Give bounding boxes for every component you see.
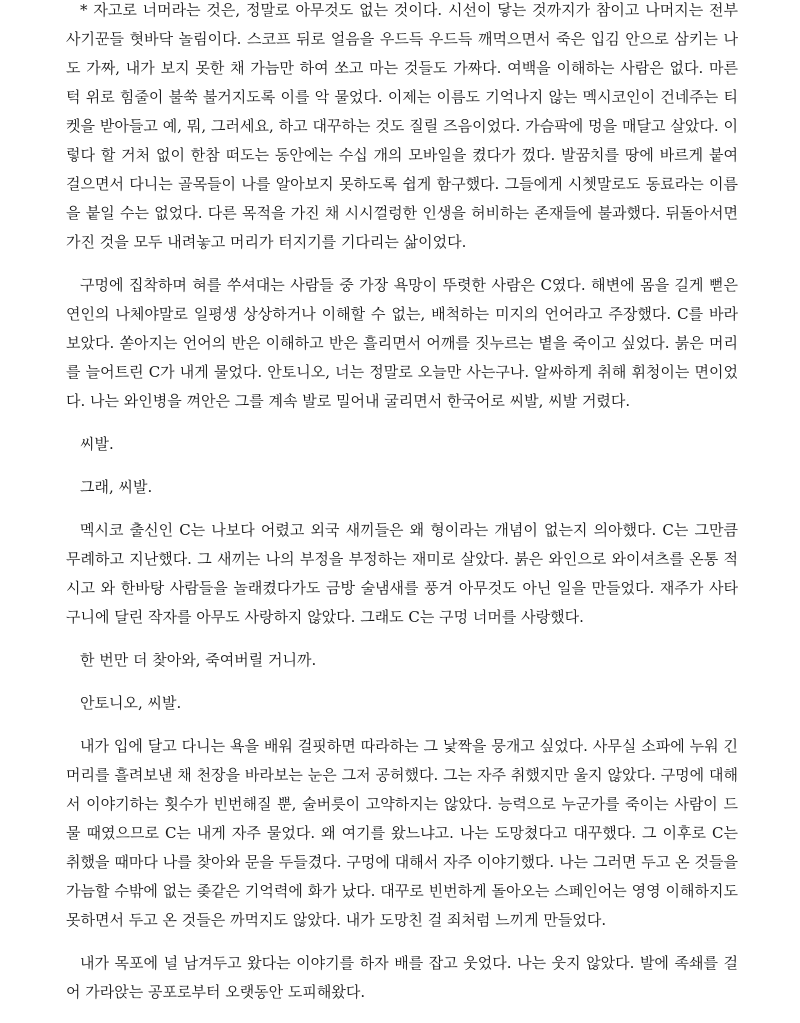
dialogue-line-2: 그래, 씨발. — [80, 478, 153, 496]
dialogue-line-4: 안토니오, 씨발. — [80, 694, 182, 712]
paragraph-4: 내가 입에 달고 다니는 욕을 배워 걸핏하면 따라하는 그 낯짝을 뭉개고 싶었다. 사무실 소파에 누워 긴 머리를 흘려보낸 채 천장을 바라보는 눈은 그저 공허했다. 그는 자주 취했지만 울지 않았다. 구멍에 대해서 이야기하는 횟수가 빈번해질 뿐, 술버릇이 고약하지는 않았다. 능력으로 누군가를 죽이는 사람이 드물 때였으므로 C는 내게 자주 물었다. 왜 여기를 왔느냐고. 나는 도망쳤다고 대꾸했다. 그 이후로 C는 취했을 때마다 나를 찾아와 문을 두들겼다. 구멍에 대해서 자주 이야기했다. 나는 그러면 두고 온 것들을 가늠할 수밖에 없는 좆같은 기억력에 화가 났다. 대꾸로 빈번하게 돌아오는 스페인어는 영영 이해하지도 못하면서 두고 온 것들은 까먹지도 않았다. 내가 도망친 걸 죄처럼 느끼게 만들었다. — [66, 737, 738, 929]
paragraph-2: 구멍에 집착하며 혀를 쑤셔대는 사람들 중 가장 욕망이 뚜렷한 사람은 C였다. 해변에 몸을 길게 뻗은 연인의 나체야말로 일평생 상상하거나 이해할 수 없는, 배척하는 미지의 언어라고 주장했다. C를 바라보았다. 쏟아지는 언어의 반은 이해하고 반은 흘리면서 어깨를 짓누르는 볕을 죽이고 싶었다. 붉은 머리를 늘어트린 C가 내게 물었다. 안토니오, 너는 정말로 오늘만 사는구나. 알싸하게 취해 휘청이는 면이었다. 나는 와인병을 껴안은 그를 계속 발로 밀어내 굴리면서 한국어로 씨발, 씨발 거렸다. — [66, 276, 738, 410]
dialogue-line-3: 한 번만 더 찾아와, 죽여버릴 거니까. — [80, 651, 317, 669]
paragraph-3: 멕시코 출신인 C는 나보다 어렸고 외국 새끼들은 왜 형이라는 개념이 없는지 의아했다. C는 그만큼 무례하고 지난했다. 그 새끼는 나의 부정을 부정하는 재미로 살았다. 붉은 와인으로 와이셔츠를 온통 적시고 와 한바탕 사람들을 놀래켰다가도 금방 술냄새를 풍겨 아무것도 아닌 일을 만들었다. 재주가 사타구니에 달린 작자를 아무도 사랑하지 않았다. 그래도 C는 구멍 너머를 사랑했다. — [66, 521, 738, 626]
paragraph-1: * 자고로 너머라는 것은, 정말로 아무것도 없는 것이다. 시선이 닿는 것까지가 참이고 나머지는 전부 사기꾼들 혓바닥 놀림이다. 스코프 뒤로 얼음을 우드득 우드득 깨먹으면서 죽은 입김 안으로 삼키는 나도 가짜, 내가 보지 못한 채 가늠만 하여 쏘고 마는 것들도 가짜다. 여백을 이해하는 사람은 없다. 마른 턱 위로 힘줄이 불쑥 불거지도록 이를 악 물었다. 이제는 이름도 기억나지 않는 멕시코인이 건네주는 티켓을 받아들고 예, 뭐, 그러세요, 하고 대꾸하는 것도 질릴 즈음이었다. 가슴팍에 멍을 매달고 살았다. 이렇다 할 거처 없이 한참 떠도는 동안에는 수십 개의 모바일을 켰다가 껐다. 발꿈치를 땅에 바르게 붙여 걸으면서 다니는 골목들이 나를 알아보지 못하도록 쉽게 함구했다. 그들에게 시쳇말로도 동료라는 이름을 붙일 수는 없었다. 다른 목적을 가진 채 시시껄렁한 인생을 허비하는 존재들에 불과했다. 뒤돌아서면 가진 것을 모두 내려놓고 머리가 터지기를 기다리는 삶이었다. — [66, 1, 738, 251]
dialogue-line-1: 씨발. — [80, 435, 114, 453]
paragraph-5: 내가 목포에 널 남겨두고 왔다는 이야기를 하자 배를 잡고 웃었다. 나는 웃지 않았다. 발에 족쇄를 걸어 가라앉는 공포로부터 오랫동안 도피해왔다. — [66, 954, 738, 1001]
